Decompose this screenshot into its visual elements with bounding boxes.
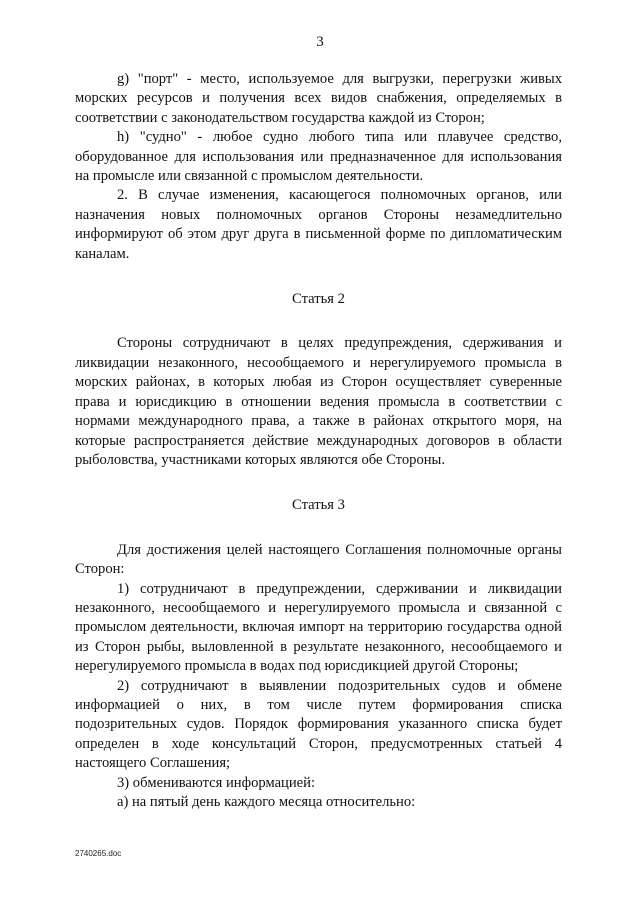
- paragraph-article-3-intro: Для достижения целей настоящего Соглашения полномочные органы Сторон:: [75, 541, 562, 578]
- paragraph-item-1: 1) сотрудничают в предупреждении, сдерживании и ликвидации незаконного, несообщаемого и нерегулируемого промысла и связанной с промыслом деятельности, включая импорт на территорию государства одной из Сторон рыбы, выловленной в результате незаконного, несообщаемого и нерегулируемого промысла в водах под юрисдикцией другой Стороны;: [75, 580, 562, 675]
- footer-filename: 2740265.doc: [75, 849, 122, 858]
- page-number: 3: [316, 34, 324, 50]
- paragraph-item-3: 3) обмениваются информацией:: [117, 774, 316, 791]
- paragraph-article-2: Стороны сотрудничают в целях предупреждения, сдерживания и ликвидации незаконного, несообщаемого и нерегулируемого промысла в морских районах, в которых любая из Сторон осуществляет суверенные права и юрисдикцию в отношении ведения промысла в соответствии с нормами международного права, а также в районах открытого моря, на которые распространяется действие международных договоров в области рыболовства, участниками которых являются обе Стороны.: [75, 335, 562, 468]
- article-3-heading: Статья 3: [292, 497, 345, 514]
- paragraph-authority-change: 2. В случае изменения, касающегося полномочных органов, или назначения новых полномочных органов Стороны незамедлительно информируют об этом друг друга в письменной форме по дипломатическим каналам.: [75, 187, 562, 262]
- paragraph-item-3a: а) на пятый день каждого месяца относительно:: [117, 794, 416, 810]
- paragraph-vessel-definition: h) "судно" - любое судно любого типа или плавучее средство, оборудованное для использования или предназначенное для использования на промысле или связанной с промыслом деятельности.: [75, 129, 562, 185]
- document-body: [75, 70, 562, 812]
- paragraph-port-definition: g) "порт" - место, используемое для выгрузки, перегрузки живых морских ресурсов и получения всех видов снабжения, определяемых в соответствии с законодательством государства каждой из Сторон;: [75, 71, 562, 126]
- article-2-heading: Статья 2: [292, 291, 345, 308]
- paragraph-item-2: 2) сотрудничают в выявлении подозрительных судов и обмене информацией о них, в том числе путем формирования списка подозрительных судов. Порядок формирования указанного списка будет определен в ходе консультаций Сторон, предусмотренных статьей 4 настоящего Соглашения;: [75, 677, 562, 772]
